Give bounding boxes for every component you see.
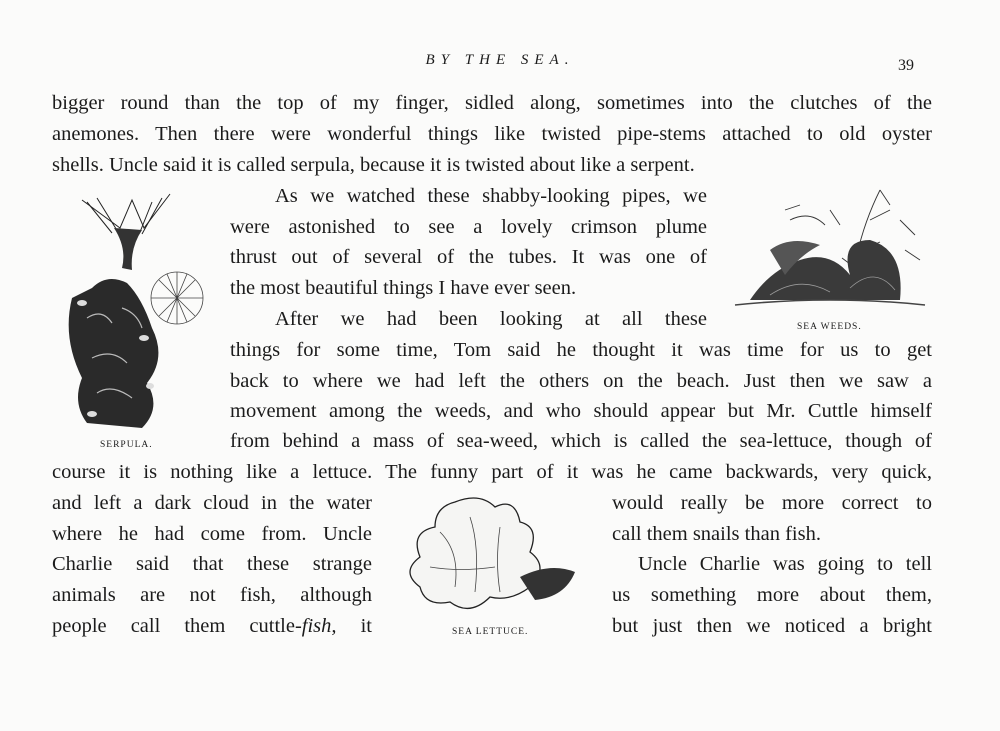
text-line: Uncle Charlie was going to tell [638,553,932,575]
text-line: were astonished to see a lovely crimson plume [230,216,707,238]
text-line: us something more about them, [612,584,932,606]
serpula-caption: SERPULA. [100,440,153,450]
text-line: but just then we noticed a bright [612,615,932,637]
text-line: thrust out of several of the tubes. It was one of [230,246,707,268]
text-line: shells. Uncle said it is called serpula, because it is twisted about like a serpent. [52,154,695,176]
sea-lettuce-caption: SEA LETTUCE. [452,627,529,637]
text-line: anemones. Then there were wonderful things like twisted pipe-stems attached to old oyster [52,123,932,145]
text-run: people call them cuttle- [52,615,302,637]
text-line: call them snails than fish. [612,523,821,545]
text-line: animals are not fish, although [52,584,372,606]
text-line: As we watched these shabby-looking pipes, we [275,185,707,207]
text-line: course it is nothing like a lettuce. The funny part of it was he came backwards, very quick, [52,461,932,483]
text-line [52,613,372,639]
serpula-illustration [52,188,212,438]
text-line: things for some time, Tom said he thought it was time for us to get [230,339,932,361]
text-line: back to where we had left the others on the beach. Just then we saw a [230,370,932,392]
sea-weeds-caption: SEA WEEDS. [797,322,862,332]
text-line: Charlie said that these strange [52,553,372,575]
text-line: where he had come from. Uncle [52,523,372,545]
text-line: would really be more correct to [612,492,932,514]
italic-word: fish, [301,615,337,637]
sea-lettuce-illustration [400,492,580,622]
sea-weeds-illustration [730,180,930,315]
text-line: from behind a mass of sea-weed, which is called the sea-lettuce, though of [230,430,932,452]
text-run: it [336,615,372,637]
text-line: and left a dark cloud in the water [52,492,372,514]
text-line: movement among the weeds, and who should appear but Mr. Cuttle himself [230,400,932,422]
page-number: 39 [898,57,914,74]
text-line: the most beautiful things I have ever seen. [230,277,577,299]
text-line: After we had been looking at all these [275,308,707,330]
running-title: BY THE SEA. [425,52,575,68]
text-line: bigger round than the top of my finger, sidled along, sometimes into the clutches of the [52,92,932,114]
